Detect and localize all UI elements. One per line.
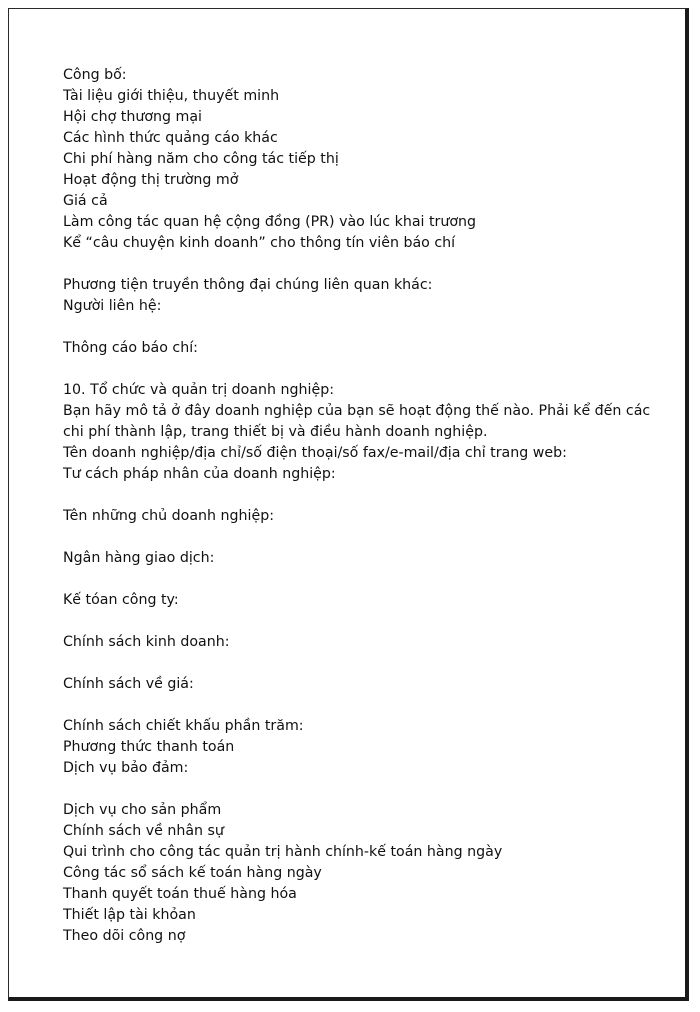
blank-line <box>63 485 643 506</box>
section-heading: 10. Tổ chức và quản trị doanh nghiệp: <box>63 382 334 398</box>
field-label: Kế tóan công ty: <box>63 592 179 608</box>
section-heading: Công bố: <box>63 67 127 83</box>
blank-line <box>63 317 643 338</box>
list-item: Kể “câu chuyện kinh doanh” cho thông tín viên báo chí <box>63 235 456 251</box>
list-item: Qui trình cho công tác quản trị hành chính-kế toán hàng ngày <box>63 844 503 860</box>
field-label: Tên doanh nghiệp/địa chỉ/số điện thoại/số fax/e-mail/địa chỉ trang web: <box>63 445 567 461</box>
section-heading: Phương tiện truyền thông đại chúng liên quan khác: <box>63 277 433 293</box>
list-item: Theo dõi công nợ <box>63 928 186 944</box>
list-item: Thiết lập tài khỏan <box>63 907 196 923</box>
list-item: Chính sách về nhân sự <box>63 823 224 839</box>
blank-line <box>63 611 643 632</box>
field-label: Tên những chủ doanh nghiệp: <box>63 508 274 524</box>
field-label: Thông cáo báo chí: <box>63 340 198 356</box>
list-item: Công tác sổ sách kế toán hàng ngày <box>63 865 322 881</box>
list-item: Thanh quyết toán thuế hàng hóa <box>63 886 297 902</box>
blank-line <box>63 254 643 275</box>
document-body <box>63 65 651 947</box>
field-label: Dịch vụ bảo đảm: <box>63 760 189 776</box>
blank-line <box>63 779 643 800</box>
field-label: Ngân hàng giao dịch: <box>63 550 215 566</box>
blank-line <box>63 527 643 548</box>
field-label: Chính sách kinh doanh: <box>63 634 230 650</box>
list-item: Các hình thức quảng cáo khác <box>63 130 278 146</box>
field-label: Chính sách chiết khấu phần trăm: <box>63 718 304 734</box>
blank-line <box>63 695 643 716</box>
field-label: Tư cách pháp nhân của doanh nghiệp: <box>63 466 336 482</box>
list-item: Hoạt động thị trường mở <box>63 172 239 188</box>
list-item: Chi phí hàng năm cho công tác tiếp thị <box>63 151 339 167</box>
list-item: Làm công tác quan hệ cộng đồng (PR) vào lúc khai trương <box>63 214 477 230</box>
list-item: Tài liệu giới thiệu, thuyết minh <box>63 88 280 104</box>
list-item: Giá cả <box>63 193 108 209</box>
field-label: Người liên hệ: <box>63 298 162 314</box>
paragraph-line: Bạn hãy mô tả ở đây doanh nghiệp của bạn sẽ hoạt động thế nào. Phải kể đến các <box>63 403 651 419</box>
blank-line <box>63 653 643 674</box>
paragraph-line: chi phí thành lập, trang thiết bị và điều hành doanh nghiệp. <box>63 424 488 440</box>
list-item: Dịch vụ cho sản phẩm <box>63 802 222 818</box>
field-label: Chính sách về giá: <box>63 676 194 692</box>
list-item: Phương thức thanh toán <box>63 739 235 755</box>
list-item: Hội chợ thương mại <box>63 109 202 125</box>
blank-line <box>63 569 643 590</box>
blank-line <box>63 359 643 380</box>
